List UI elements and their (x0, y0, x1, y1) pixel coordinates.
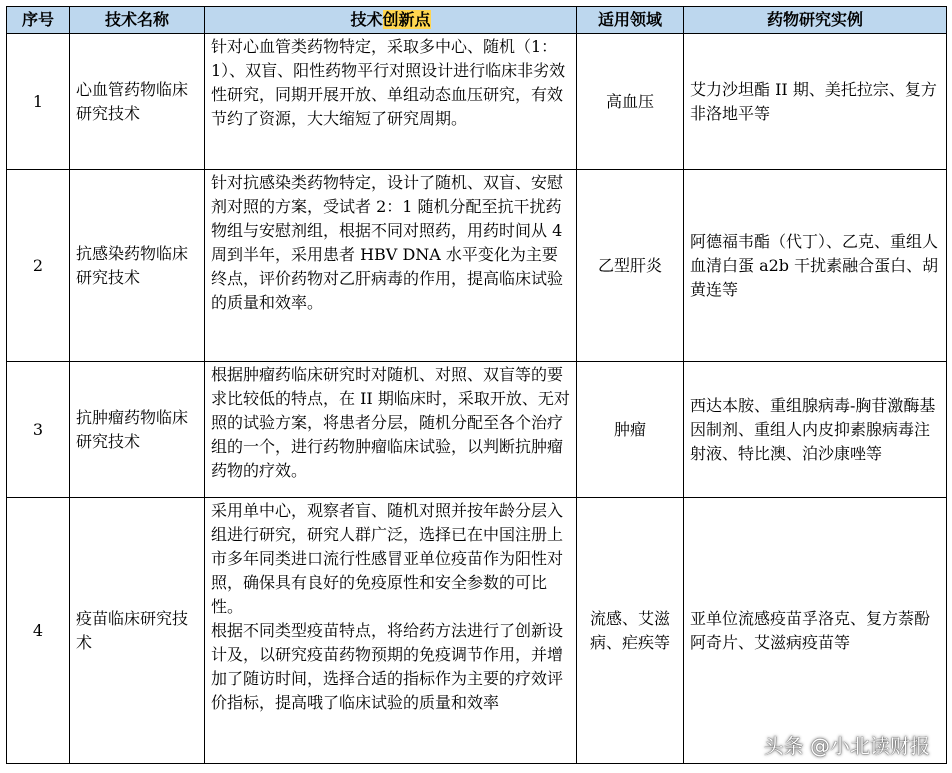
table-row (7, 170, 947, 362)
table-row (7, 498, 947, 764)
table-header-row (7, 7, 947, 34)
tech-innovation-table (6, 6, 947, 764)
row-area: 流感、艾滋病、疟疾等 (577, 498, 684, 764)
row-innovation-text: 针对抗感染类药物特定，设计了随机、双盲、安慰剂对照的方案，受试者 2：1 随机分配至抗干扰药物组与安慰剂组，根据不同对照药，用药时间从 4 周到半年，采用患者 HBV DNA 水平变化为主要终点，评价药物对乙肝病毒的作用，提高临床试验的质量和效率。 (211, 173, 564, 312)
row-no: 4 (7, 498, 70, 764)
row-tech-name: 疫苗临床研究技术 (70, 498, 205, 764)
row-innovation (205, 34, 577, 170)
watermark: 头条 @小北读财报 (763, 734, 930, 758)
row-no: 2 (7, 170, 70, 362)
row-no: 1 (7, 34, 70, 170)
header-innovation (205, 7, 577, 34)
row-innovation-text: 采用单中心，观察者盲、随机对照并按年龄分层入组进行研究，研究人群广泛，选择已在中国注册上市多年同类进口流行性感冒亚单位疫苗作为阳性对照，确保具有良好的免疫原性和安全参数的可比性。 (211, 501, 564, 616)
row-area: 乙型肝炎 (577, 170, 684, 362)
header-no: 序号 (7, 7, 70, 34)
row-innovation (205, 170, 577, 362)
row-tech-name: 抗感染药物临床研究技术 (70, 170, 205, 362)
row-area: 肿瘤 (577, 362, 684, 498)
row-innovation (205, 362, 577, 498)
row-tech-name: 心血管药物临床研究技术 (70, 34, 205, 170)
header-examples: 药物研究实例 (684, 7, 947, 34)
row-examples: 西达本胺、重组腺病毒-胸苷激酶基因制剂、重组人内皮抑素腺病毒注射液、特比澳、泊沙康唑等 (684, 362, 947, 498)
row-examples: 阿德福韦酯（代丁）、乙克、重组人血清白蛋 a2b 干扰素融合蛋白、胡黄连等 (684, 170, 947, 362)
table-row (7, 362, 947, 498)
row-innovation-text: 针对心血管类药物特定，采取多中心、随机（1：1）、双盲、阳性药物平行对照设计进行临床非劣效性研究，同期开展开放、单组动态血压研究，有效节约了资源，大大缩短了研究周期。 (211, 37, 566, 128)
header-area: 适用领域 (577, 7, 684, 34)
row-examples: 亚单位流感疫苗孚洛克、复方萘酚阿奇片、艾滋病疫苗等 (684, 498, 947, 764)
row-innovation-text: 根据肿瘤药临床研究时对随机、对照、双盲等的要求比较低的特点，在 II 期临床时，采取开放、无对照的试验方案，将患者分层，随机分配至各个治疗组的一个，进行药物肿瘤临床试验，以判断抗肿瘤药物的疗效。 (211, 365, 570, 480)
table-row (7, 34, 947, 170)
row-no: 3 (7, 362, 70, 498)
header-innovation-highlight: 创新点 (382, 10, 431, 29)
row-innovation (205, 498, 577, 764)
header-tech-name: 技术名称 (70, 7, 205, 34)
header-innovation-prefix: 技术 (350, 10, 383, 29)
row-examples: 艾力沙坦酯 II 期、美托拉宗、复方非洛地平等 (684, 34, 947, 170)
row-innovation-text: 根据不同类型疫苗特点，将给药方法进行了创新设计及，以研究疫苗药物预期的免疫调节作用，并增加了随访时间，选择合适的指标作为主要的疗效评价指标，提高哦了临床试验的质量和效率 (211, 621, 564, 712)
row-area: 高血压 (577, 34, 684, 170)
row-tech-name: 抗肿瘤药物临床研究技术 (70, 362, 205, 498)
